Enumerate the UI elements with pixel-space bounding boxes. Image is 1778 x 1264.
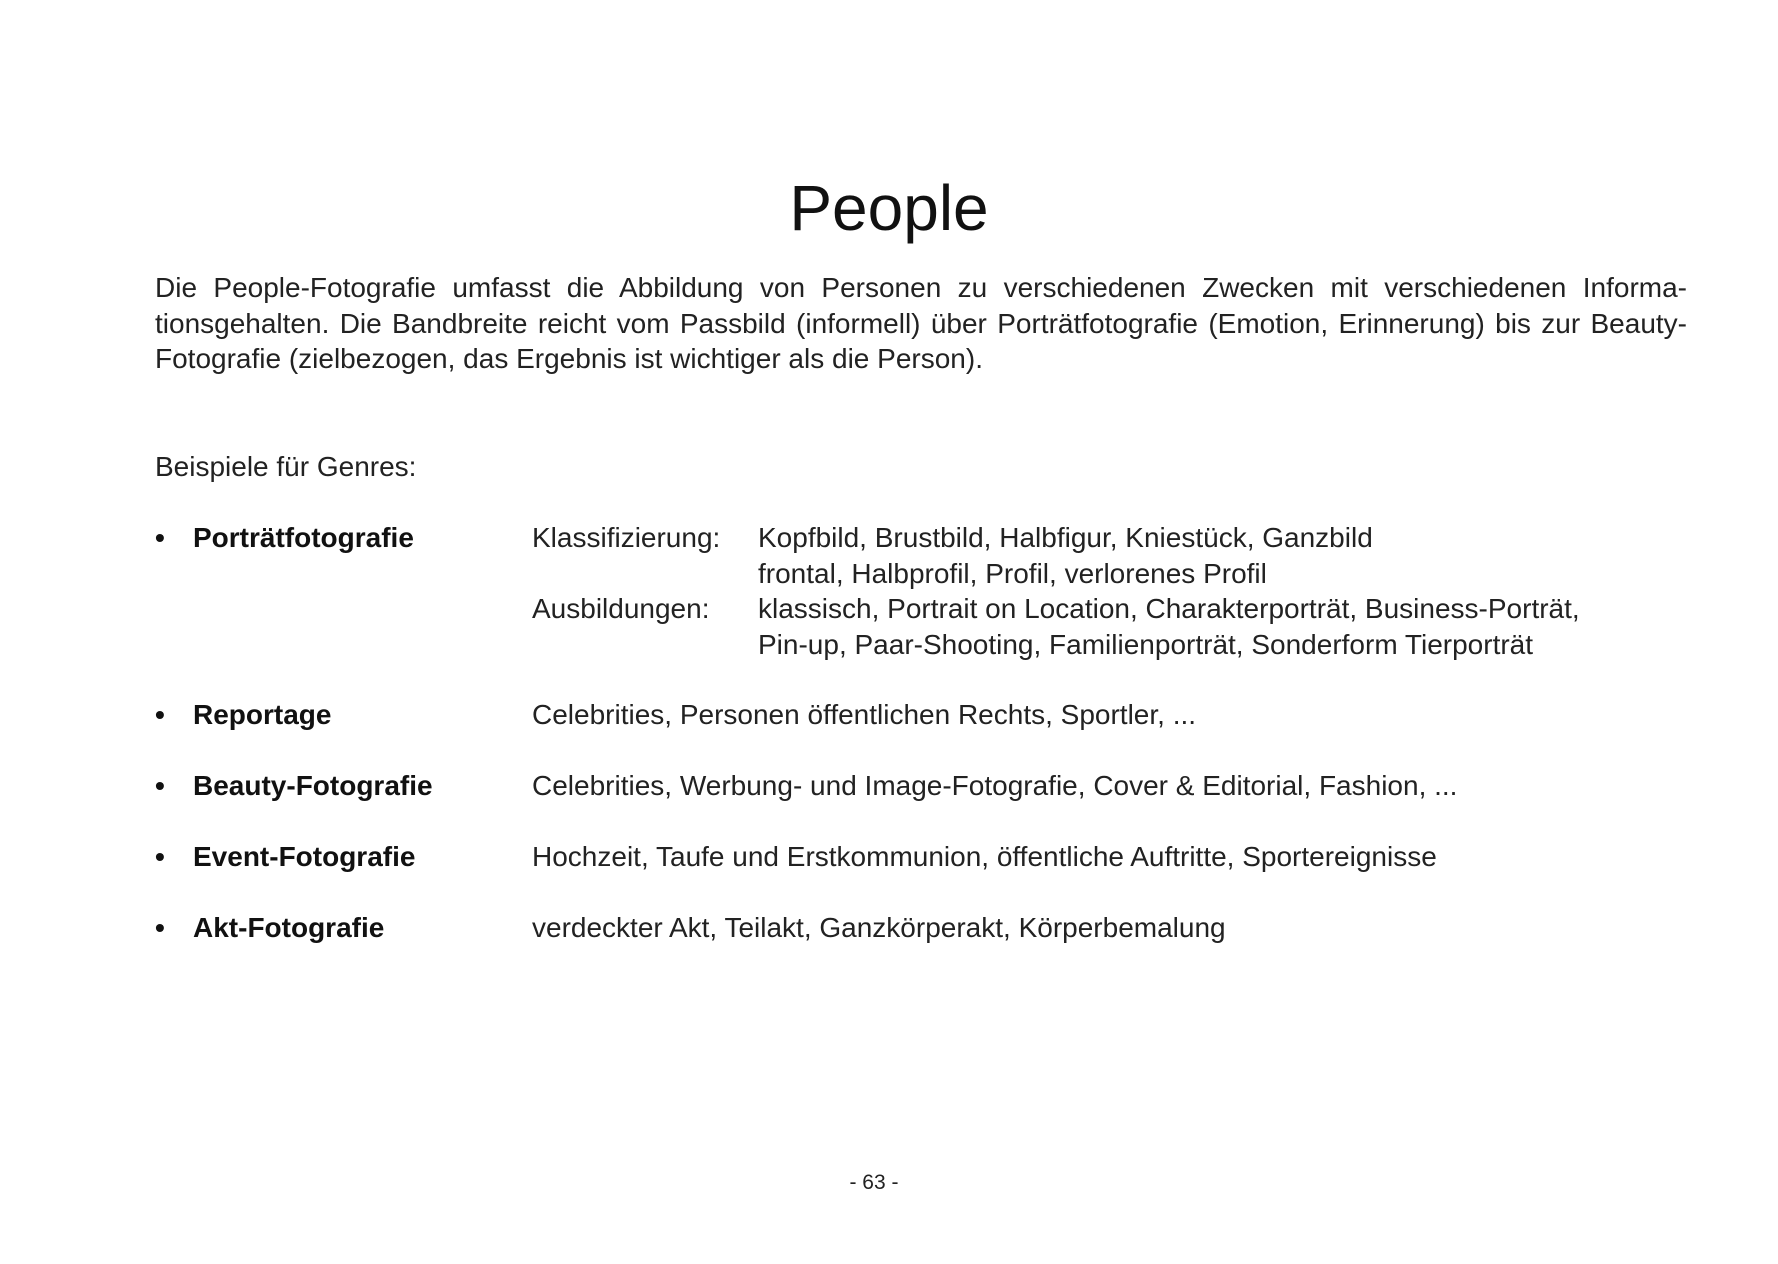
genre-name: Beauty-Fotografie — [193, 770, 433, 801]
genre-item-akt-fotografie — [155, 910, 1695, 946]
classification-label: Klassifizierung: — [532, 522, 721, 553]
genre-item-portraetfotografie — [155, 520, 1695, 662]
intro-paragraph: Die People-Fotografie umfasst die Abbildung von Personen zu verschiedenen Zwecken mit verschiedenen Informationsgehalten. Die Bandbreite reicht vom Passbild (informell) über Porträtfotografie (Emotion, Erinnerung) bis zur Beauty-Fotografie (zielbezogen, das Ergebnis ist wichtiger als die Person). — [155, 272, 1687, 374]
genre-name: Porträtfotografie — [193, 522, 414, 553]
genre-name: Akt-Fotografie — [193, 912, 385, 943]
bullet-point: • — [155, 770, 165, 801]
genre-name: Reportage — [193, 699, 332, 730]
genre-detail: Celebrities, Personen öffentlichen Rechts, Sportler, ... — [532, 699, 1197, 730]
genre-detail: Hochzeit, Taufe und Erstkommunion, öffentliche Auftritte, Sportereignisse — [532, 841, 1437, 872]
bullet-point: • — [155, 841, 165, 872]
bullet-point: • — [155, 522, 165, 553]
genre-name: Event-Fotografie — [193, 841, 416, 872]
page-title: People — [789, 172, 989, 244]
bullet-point: • — [155, 699, 165, 730]
genres-heading: Beispiele für Genres: — [155, 451, 417, 482]
genre-detail: Celebrities, Werbung- und Image-Fotografie, Cover & Editorial, Fashion, ... — [532, 770, 1458, 801]
bullet-point: • — [155, 912, 165, 943]
training-label: Ausbildungen: — [532, 593, 710, 624]
training-line: klassisch, Portrait on Location, Charakterporträt, Business-Porträt, — [758, 593, 1580, 624]
genre-detail: verdeckter Akt, Teilakt, Ganzkörperakt, Körperbemalung — [532, 912, 1226, 943]
genre-item-beauty-fotografie — [155, 768, 1695, 804]
genre-item-reportage — [155, 697, 1695, 733]
classification-line: Kopfbild, Brustbild, Halbfigur, Kniestück, Ganzbild — [758, 522, 1373, 553]
page-number: - 63 - — [849, 1171, 899, 1194]
classification-line: frontal, Halbprofil, Profil, verlorenes Profil — [758, 557, 1267, 589]
training-line: Pin-up, Paar-Shooting, Familienporträt, Sonderform Tierporträt — [758, 628, 1534, 660]
genre-item-event-fotografie — [155, 839, 1695, 875]
